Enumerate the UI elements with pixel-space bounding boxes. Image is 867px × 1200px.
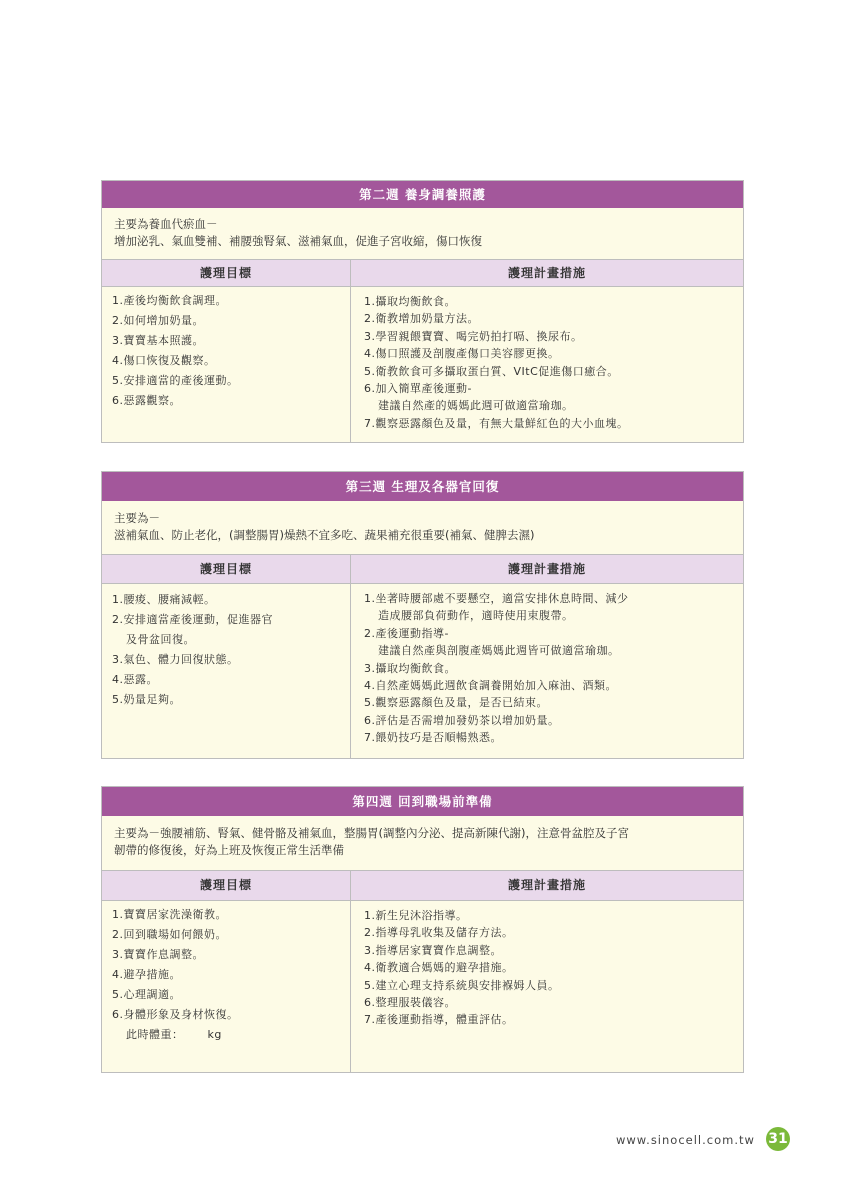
section-title: 第三週 生理及各器官回復: [102, 472, 743, 501]
list-item: 2.產後運動指導-: [364, 626, 449, 640]
list-item: 2.指導母乳收集及儲存方法。: [364, 926, 514, 940]
list-item: 3.氣色、體力回復狀態。: [112, 653, 239, 666]
list-item: 6.加入簡單產後運動-: [364, 382, 472, 396]
goals-list: [102, 901, 350, 1049]
table-header-row: [102, 260, 743, 287]
list-item: 5.奶量足夠。: [112, 693, 181, 706]
list-item: 1.產後均衡飲食調理。: [112, 294, 227, 307]
page-number-badge: 31: [766, 1127, 790, 1151]
summary-line: 滋補氣血、防止老化，(調整腸胃)燥熱不宜多吃、蔬果補充很重要(補氣、健脾去濕): [114, 528, 535, 542]
list-item: 3.寶寶基本照護。: [112, 334, 204, 347]
table-body-row: [102, 901, 743, 1072]
week4-section: [101, 786, 744, 1073]
list-item: 2.如何增加奶量。: [112, 314, 204, 327]
goals-cell: [102, 287, 351, 442]
summary-line: 主要為－: [114, 511, 160, 525]
list-item: 4.衛教適合媽媽的避孕措施。: [364, 961, 514, 975]
section-summary: [102, 501, 743, 555]
col-header-goals: 護理目標: [102, 260, 351, 286]
week3-section: [101, 471, 744, 759]
measures-cell: [351, 584, 743, 758]
list-item: 2.衛教增加奶量方法。: [364, 312, 479, 326]
section-title: 第四週 回到職場前準備: [102, 787, 743, 816]
measures-list: [351, 287, 743, 438]
col-header-measures: 護理計畫措施: [507, 266, 586, 280]
list-item: 3.攝取均衡飲食。: [364, 661, 456, 675]
list-item: 5.安排適當的產後運動。: [112, 374, 239, 387]
col-header-goals: 護理目標: [102, 555, 351, 583]
list-item: 6.整理服裝儀容。: [364, 996, 456, 1010]
list-item: 1.寶寶居家洗澡衛教。: [112, 908, 227, 921]
list-item: 6.評估是否需增加發奶茶以增加奶量。: [364, 713, 560, 727]
list-item: 7.產後運動指導，體重評估。: [364, 1013, 514, 1027]
col-header-measures: 護理計畫措施: [507, 878, 586, 892]
summary-line: 主要為養血代瘀血－: [114, 217, 218, 231]
goals-cell: [102, 901, 351, 1072]
list-item: 4.傷口恢復及觀察。: [112, 354, 216, 367]
goals-cell: [102, 584, 351, 758]
list-item: 7.觀察惡露顏色及量，有無大量鮮紅色的大小血塊。: [364, 416, 629, 430]
section-summary: [102, 208, 743, 260]
list-item: 建議自然產的媽媽此週可做適當瑜珈。: [378, 399, 574, 413]
summary-line: 韌帶的修復後，好為上班及恢復正常生活準備: [114, 843, 344, 857]
list-item: 1.坐著時腰部處不要懸空，適當安排休息時間、減少: [364, 592, 629, 605]
list-item: 4.惡露。: [112, 673, 158, 686]
list-item: 4.自然產媽媽此週飲食調養開始加入麻油、酒類。: [364, 679, 617, 693]
section-summary: [102, 816, 743, 871]
goals-list: [102, 584, 350, 714]
table-header-row: [102, 555, 743, 584]
measures-cell: [351, 287, 743, 442]
list-item: 2.回到職場如何餵奶。: [112, 928, 227, 941]
col-header-measures: 護理計畫措施: [507, 562, 586, 576]
weight-line: 此時體重： kg: [126, 1028, 222, 1041]
website-url: www.sinocell.com.tw: [616, 1133, 755, 1147]
list-item: 5.心理調適。: [112, 988, 181, 1001]
measures-list: [351, 584, 743, 753]
list-item: 及骨盆回復。: [126, 633, 195, 646]
list-item: 5.衛教飲食可多攝取蛋白質、VItC促進傷口癒合。: [364, 364, 619, 378]
section-title: 第二週 養身調養照護: [102, 181, 743, 208]
list-item: 5.觀察惡露顏色及量，是否已結束。: [364, 696, 548, 710]
table-body-row: [102, 287, 743, 442]
list-item: 建議自然產與剖腹產媽媽此週皆可做適當瑜珈。: [378, 644, 620, 658]
table-header-row: [102, 871, 743, 901]
list-item: 4.避孕措施。: [112, 968, 181, 981]
list-item: 6.惡露觀察。: [112, 394, 181, 407]
list-item: 3.指導居家寶寶作息調整。: [364, 943, 502, 957]
list-item: 7.餵奶技巧是否順暢熟悉。: [364, 731, 502, 745]
table-body-row: [102, 584, 743, 758]
col-header-goals: 護理目標: [102, 871, 351, 900]
summary-line: 增加泌乳、氣血雙補、補腰強腎氣、滋補氣血，促進子宮收縮，傷口恢復: [114, 234, 482, 248]
measures-cell: [351, 901, 743, 1072]
week2-section: [101, 180, 744, 443]
goals-list: [102, 287, 350, 415]
list-item: 1.新生兒沐浴指導。: [364, 909, 468, 922]
summary-line: 主要為－強腰補筋、腎氣、健骨骼及補氣血，整腸胃(調整內分泌、提高新陳代謝)，注意骨盆腔及子宮: [114, 826, 629, 840]
list-item: 6.身體形象及身材恢復。: [112, 1008, 239, 1021]
list-item: 4.傷口照護及剖腹產傷口美容膠更換。: [364, 347, 560, 361]
list-item: 5.建立心理支持系統與安排褓姆人員。: [364, 978, 560, 992]
list-item: 2.安排適當產後運動，促進器官: [112, 613, 273, 626]
list-item: 3.寶寶作息調整。: [112, 948, 204, 961]
list-item: 1.腰痠、腰痛減輕。: [112, 593, 216, 606]
list-item: 1.攝取均衡飲食。: [364, 295, 456, 308]
list-item: 3.學習親餵寶寶、喝完奶拍打嗝、換尿布。: [364, 329, 583, 343]
list-item: 造成腰部負荷動作，適時使用束腹帶。: [378, 609, 574, 623]
measures-list: [351, 901, 743, 1035]
